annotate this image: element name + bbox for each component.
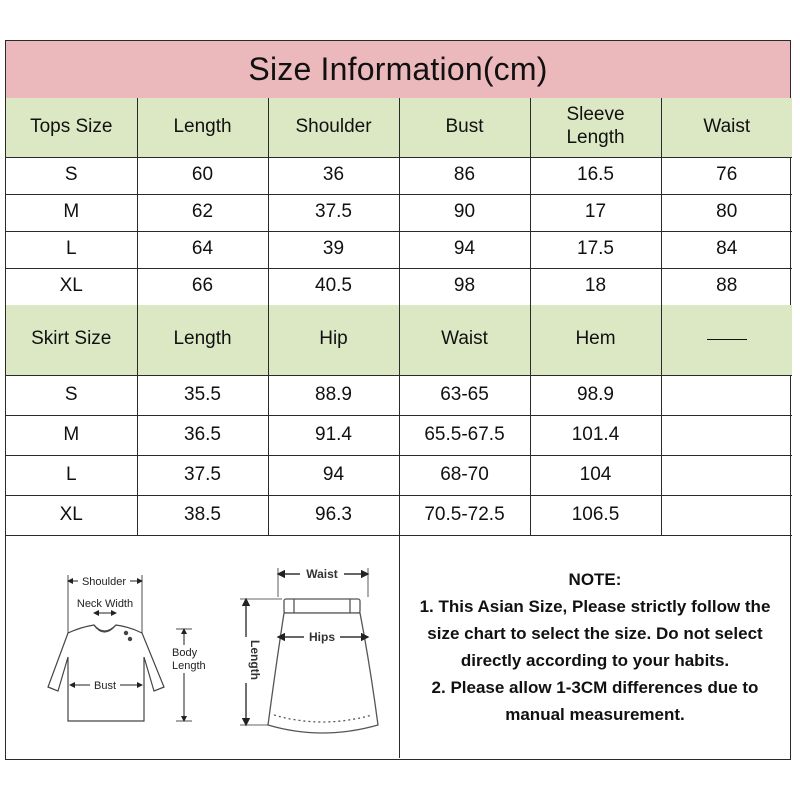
label-body-length: Length (172, 660, 206, 672)
cell: L (6, 231, 137, 268)
cell: 76 (661, 157, 792, 194)
cell: 16.5 (530, 157, 661, 194)
cell: 94 (268, 455, 399, 495)
label-body: Body (172, 647, 198, 659)
cell: 64 (137, 231, 268, 268)
cell: 106.5 (530, 495, 661, 535)
cell: 37.5 (268, 194, 399, 231)
cell: 104 (530, 455, 661, 495)
cell: 80 (661, 194, 792, 231)
cell: 94 (399, 231, 530, 268)
bottom-section (6, 535, 790, 758)
table-row (6, 194, 792, 231)
cell: 37.5 (137, 455, 268, 495)
cell: S (6, 375, 137, 415)
cell: M (6, 194, 137, 231)
note-box (400, 535, 790, 758)
cell: 39 (268, 231, 399, 268)
label-length: Length (248, 640, 262, 680)
header-shoulder: Shoulder (268, 98, 399, 157)
label-neck-width: Neck Width (76, 598, 134, 610)
garment-diagrams (6, 535, 399, 758)
cell: 88 (661, 268, 792, 305)
cell: M (6, 415, 137, 455)
cell: 88.9 (268, 375, 399, 415)
header-tops-size: Tops Size (6, 98, 137, 157)
skirt-size-table (6, 305, 792, 536)
table-row (6, 375, 792, 415)
cell: 84 (661, 231, 792, 268)
header-sleeve-line2: Length (566, 127, 625, 149)
cell: 70.5-72.5 (399, 495, 530, 535)
cell: 62 (137, 194, 268, 231)
header-length: Length (137, 305, 268, 375)
cell: 36.5 (137, 415, 268, 455)
note-heading: NOTE: (568, 569, 622, 589)
skirt-header-row (6, 305, 792, 375)
header-waist: Waist (661, 98, 792, 157)
cell: 35.5 (137, 375, 268, 415)
cell-empty (661, 415, 792, 455)
header-sleeve-length (530, 98, 661, 157)
cell: 17.5 (530, 231, 661, 268)
cell: 101.4 (530, 415, 661, 455)
chart-title: Size Information(cm) (6, 41, 790, 99)
table-row (6, 268, 792, 305)
header-bust: Bust (399, 98, 530, 157)
header-hip: Hip (268, 305, 399, 375)
dash-mark (707, 339, 747, 340)
cell: 38.5 (137, 495, 268, 535)
cell: 86 (399, 157, 530, 194)
header-sleeve-line1: Sleeve (566, 104, 625, 126)
label-bust: Bust (93, 680, 117, 692)
cell: 40.5 (268, 268, 399, 305)
cell-empty (661, 495, 792, 535)
cell: 98 (399, 268, 530, 305)
cell: 90 (399, 194, 530, 231)
header-hem: Hem (530, 305, 661, 375)
cell: 91.4 (268, 415, 399, 455)
top-diagram-icon (48, 625, 164, 721)
table-row (6, 157, 792, 194)
cell: 17 (530, 194, 661, 231)
header-skirt-size: Skirt Size (6, 305, 137, 375)
cell: 66 (137, 268, 268, 305)
cell: 60 (137, 157, 268, 194)
cell: 63-65 (399, 375, 530, 415)
table-row (6, 415, 792, 455)
label-waist: Waist (306, 567, 338, 581)
note-line-2: 2. Please allow 1-3CM differences due to manual measurement. (431, 677, 759, 724)
note-line-1: 1. This Asian Size, Please strictly follow the size chart to select the size. Do not select directly according to your habits. (419, 596, 771, 670)
tops-size-table (6, 98, 792, 306)
cell: XL (6, 268, 137, 305)
cell: XL (6, 495, 137, 535)
header-waist: Waist (399, 305, 530, 375)
cell: 65.5-67.5 (399, 415, 530, 455)
cell: 68-70 (399, 455, 530, 495)
size-chart (5, 40, 791, 760)
measurement-illustrations (6, 535, 400, 758)
cell: L (6, 455, 137, 495)
header-length: Length (137, 98, 268, 157)
cell-empty (661, 455, 792, 495)
table-row (6, 455, 792, 495)
cell-empty (661, 375, 792, 415)
label-hips: Hips (308, 630, 336, 644)
cell: S (6, 157, 137, 194)
cell: 18 (530, 268, 661, 305)
table-row (6, 231, 792, 268)
cell: 96.3 (268, 495, 399, 535)
table-row (6, 495, 792, 535)
label-shoulder: Shoulder (81, 576, 127, 588)
cell: 98.9 (530, 375, 661, 415)
header-empty-dash (661, 305, 792, 375)
tops-header-row (6, 98, 792, 157)
skirt-diagram-icon (268, 599, 378, 733)
cell: 36 (268, 157, 399, 194)
